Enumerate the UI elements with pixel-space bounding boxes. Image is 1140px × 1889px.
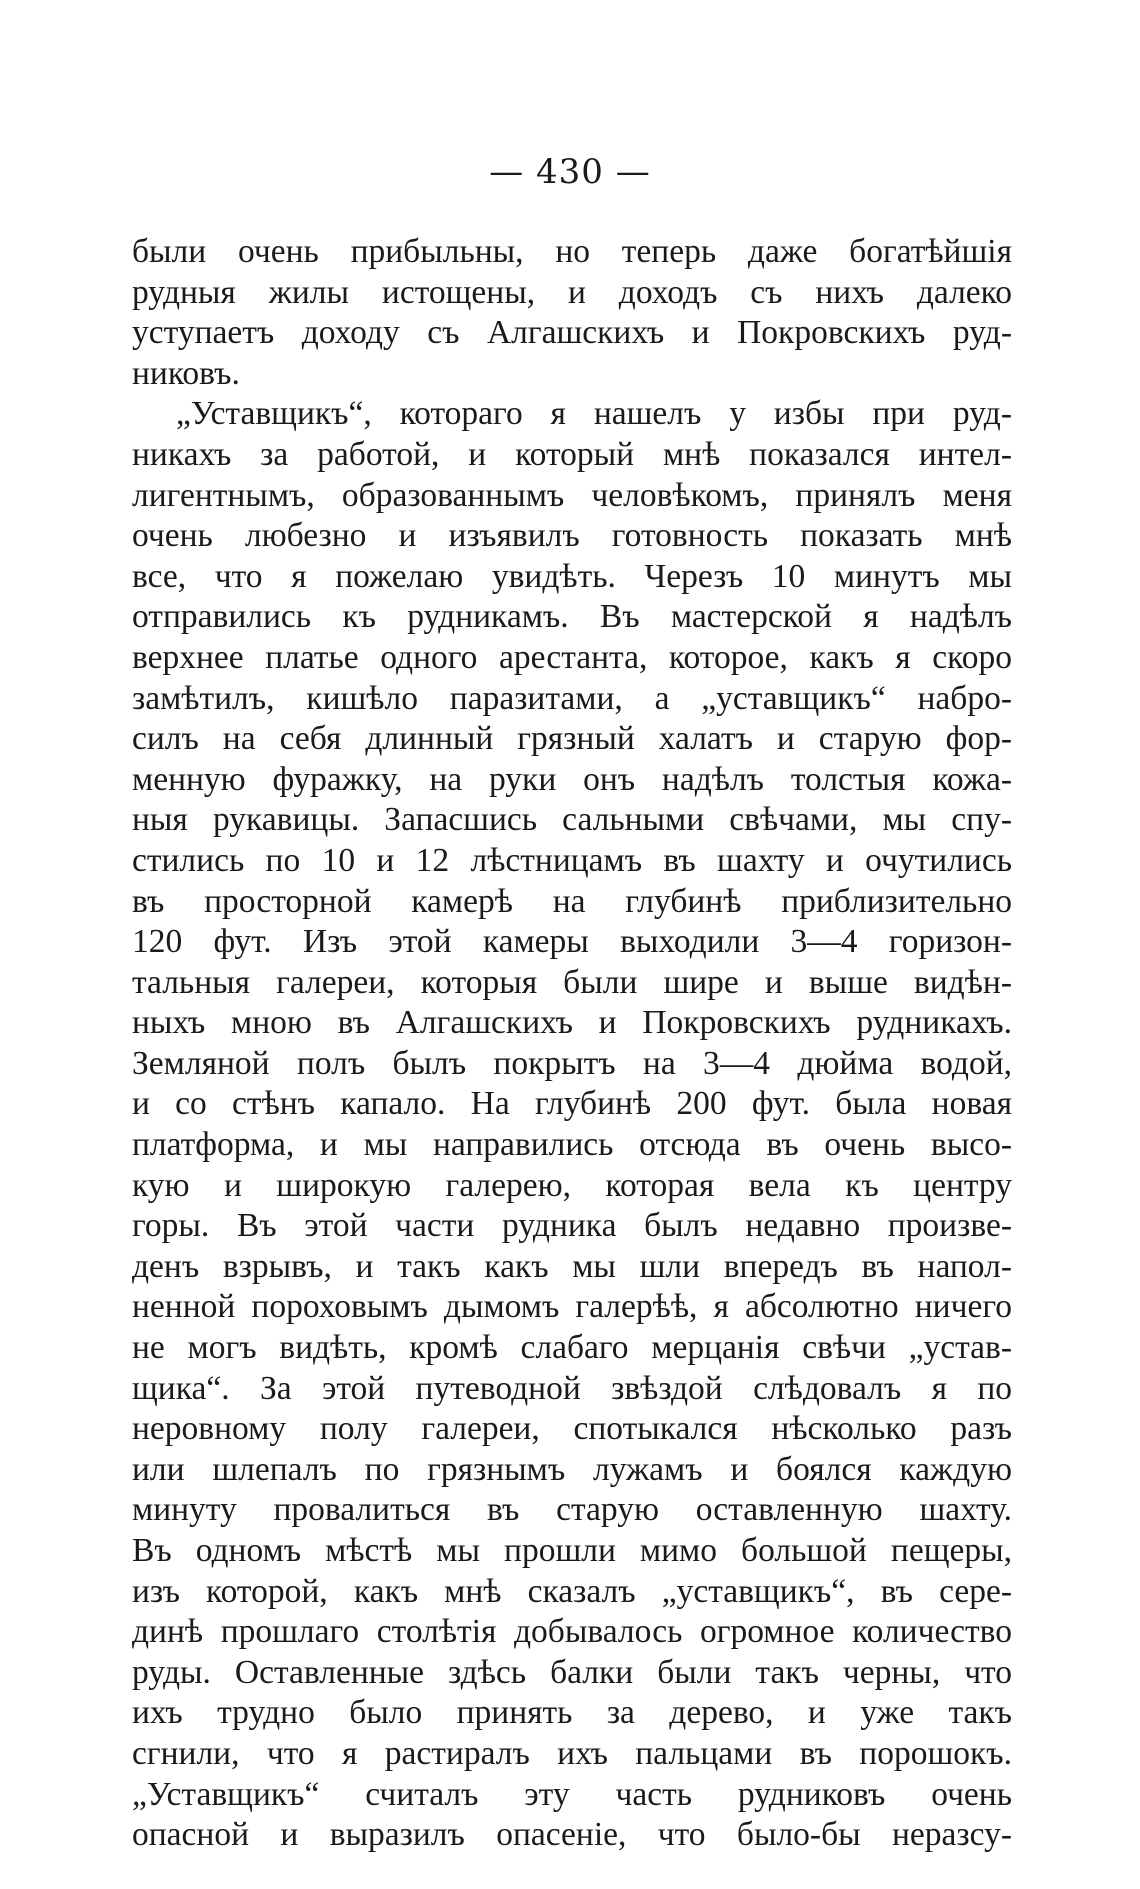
text-line: руды. Оставленные здѣсь балки были такъ черны, что [132, 1653, 1012, 1691]
text-line: платформа, и мы направились отсюда въ очень высо- [132, 1126, 1012, 1164]
text-line: Въ одномъ мѣстѣ мы прошли мимо большой пещеры, [132, 1532, 1012, 1569]
text-line: сгнили, что я растиралъ ихъ пальцами въ порошокъ. [132, 1734, 1012, 1772]
text-line: ныхъ мною въ Алгашскихъ и Покровскихъ рудникахъ. [132, 1004, 1012, 1042]
text-line: „Уставщикъ“ считалъ эту часть рудниковъ очень [132, 1775, 1012, 1813]
text-line: неровному полу галереи, спотыкался нѣсколько разъ [132, 1410, 1012, 1448]
text-line: опасной и выразилъ опасеніе, что было-бы неразсу- [132, 1816, 1012, 1854]
text-line: 120 фут. Изъ этой камеры выходили 3—4 горизон- [132, 923, 1012, 961]
text-line: не могъ видѣть, кромѣ слабаго мерцанія свѣчи „устав- [132, 1329, 1012, 1367]
text-line: тальныя галереи, которыя были шире и выше видѣн- [132, 963, 1012, 1001]
text-line: „Уставщикъ“, котораго я нашелъ у избы при руд- [176, 395, 1012, 433]
text-line: изъ которой, какъ мнѣ сказалъ „уставщикъ“, въ сере- [132, 1572, 1012, 1610]
text-line: лигентнымъ, образованнымъ человѣкомъ, принялъ меня [132, 476, 1012, 514]
text-line: ныя рукавицы. Запасшись сальными свѣчами, мы спу- [132, 801, 1012, 839]
text-line: ненной пороховымъ дымомъ галерѣѣ, я абсолютно ничего [132, 1288, 1012, 1326]
text-line: денъ взрывъ, и такъ какъ мы шли впередъ въ напол- [132, 1247, 1012, 1285]
text-line: стились по 10 и 12 лѣстницамъ въ шахту и очутились [132, 841, 1012, 879]
text-line: кую и широкую галерею, которая вела къ центру [132, 1166, 1012, 1204]
body-text [132, 232, 1012, 1856]
text-line: и со стѣнъ капало. На глубинѣ 200 фут. была новая [132, 1085, 1012, 1123]
text-line: силъ на себя длинный грязный халатъ и старую фор- [132, 720, 1012, 758]
text-line: замѣтилъ, кишѣло паразитами, а „уставщикъ“ набро- [132, 679, 1012, 717]
page-number: — 430 — [489, 152, 651, 192]
text-line: все, что я пожелаю увидѣть. Черезъ 10 минутъ мы [132, 557, 1012, 595]
text-line: горы. Въ этой части рудника былъ недавно произве- [132, 1207, 1012, 1245]
text-line: рудныя жилы истощены, и доходъ съ нихъ далеко [132, 273, 1012, 311]
text-line: Земляной полъ былъ покрытъ на 3—4 дюйма водой, [132, 1044, 1012, 1082]
text-line: ихъ трудно было принять за дерево, и уже такъ [132, 1694, 1012, 1732]
text-line: были очень прибыльны, но теперь даже богатѣйшія [132, 233, 1012, 270]
text-line: менную фуражку, на руки онъ надѣлъ толстыя кожа- [132, 760, 1012, 798]
text-line: никахъ за работой, и который мнѣ показался интел- [132, 435, 1012, 473]
text-line: никовъ. [132, 354, 240, 392]
text-line: или шлепалъ по грязнымъ лужамъ и боялся каждую [132, 1450, 1012, 1488]
text-line: отправились къ рудникамъ. Въ мастерской я надѣлъ [132, 598, 1012, 636]
text-line: щика“. За этой путеводной звѣздой слѣдовалъ я по [132, 1369, 1012, 1407]
text-line: очень любезно и изъявилъ готовность показать мнѣ [132, 517, 1012, 555]
text-line: верхнее платье одного арестанта, которое, какъ я скоро [132, 638, 1012, 676]
text-line: динѣ прошлаго столѣтія добывалось огромное количество [132, 1613, 1012, 1651]
text-line: минуту провалиться въ старую оставленную шахту. [132, 1491, 1012, 1529]
text-line: уступаетъ доходу съ Алгашскихъ и Покровскихъ руд- [132, 314, 1012, 352]
text-line: въ просторной камерѣ на глубинѣ приблизительно [132, 882, 1012, 920]
